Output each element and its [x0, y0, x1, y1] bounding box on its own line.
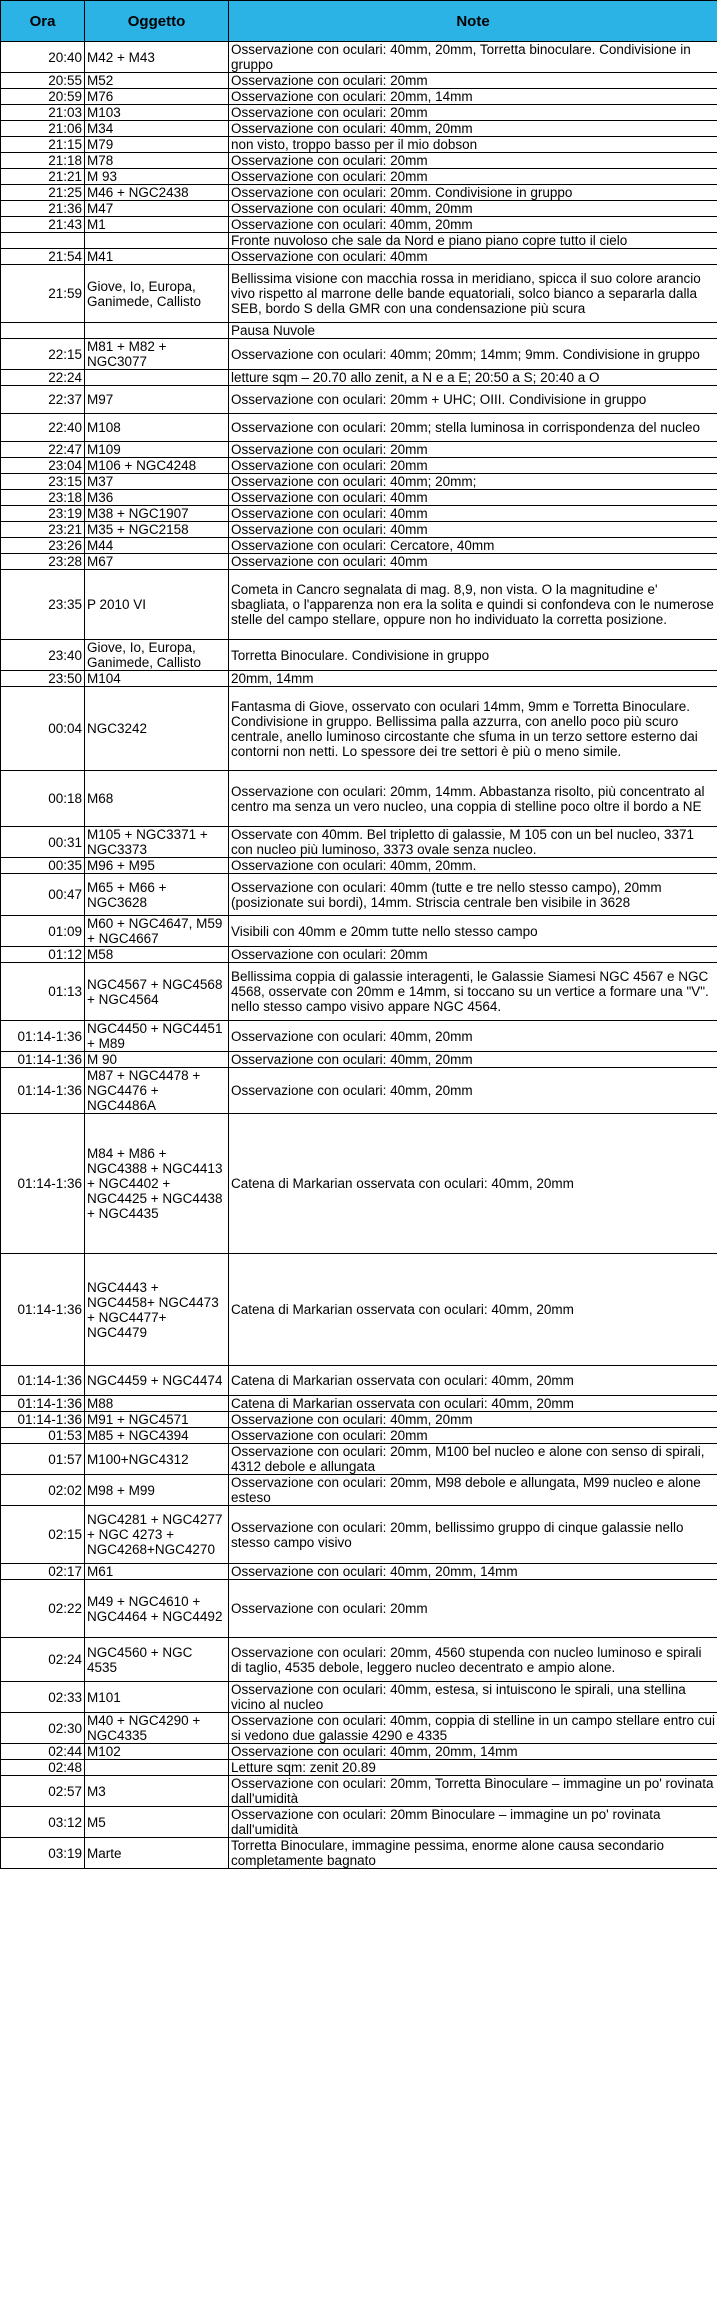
cell-note: Osservazione con oculari: 20mm Binoculare – immagine un po' rovinata dall'umidità — [229, 1807, 717, 1838]
cell-note: Osservazione con oculari: 40mm — [229, 522, 717, 538]
table-row — [1, 233, 717, 249]
table-row — [1, 153, 717, 169]
cell-ora: 21:15 — [1, 137, 85, 153]
table-row — [1, 89, 717, 105]
cell-note: Bellissima visione con macchia rossa in meridiano, spicca il suo colore arancio vivo rispetto al marrone delle bande equatoriali, solco bianco a separarla dalla SEB, bordo S della GMR con una condensazione più scura — [229, 265, 717, 323]
cell-oggetto: NGC4560 + NGC 4535 — [85, 1638, 229, 1682]
cell-oggetto: M88 — [85, 1396, 229, 1412]
cell-oggetto: M5 — [85, 1807, 229, 1838]
header-oggetto: Oggetto — [85, 1, 229, 42]
cell-oggetto: M58 — [85, 947, 229, 963]
cell-oggetto: M52 — [85, 73, 229, 89]
cell-note: Pausa Nuvole — [229, 323, 717, 339]
cell-ora: 01:13 — [1, 963, 85, 1021]
cell-oggetto: NGC4459 + NGC4474 — [85, 1366, 229, 1396]
table-row — [1, 1760, 717, 1776]
table-row — [1, 201, 717, 217]
table-row — [1, 339, 717, 370]
cell-note: Osservazione con oculari: 20mm — [229, 1580, 717, 1638]
cell-ora: 23:18 — [1, 490, 85, 506]
cell-ora: 20:59 — [1, 89, 85, 105]
cell-note: Osservazione con oculari: 40mm; 20mm; 14mm; 9mm. Condivisione in gruppo — [229, 339, 717, 370]
cell-ora: 21:06 — [1, 121, 85, 137]
cell-ora: 02:02 — [1, 1475, 85, 1506]
cell-oggetto: M40 + NGC4290 + NGC4335 — [85, 1713, 229, 1744]
cell-ora — [1, 323, 85, 339]
cell-ora — [1, 233, 85, 249]
table-row — [1, 73, 717, 89]
table-row — [1, 1254, 717, 1366]
cell-oggetto: NGC4567 + NGC4568 + NGC4564 — [85, 963, 229, 1021]
table-row — [1, 874, 717, 916]
cell-note: Catena di Markarian osservata con oculari: 40mm, 20mm — [229, 1254, 717, 1366]
cell-note: Osservazione con oculari: 20mm, 14mm — [229, 89, 717, 105]
table-row — [1, 1638, 717, 1682]
table-row — [1, 506, 717, 522]
cell-ora: 00:18 — [1, 771, 85, 827]
table-row — [1, 490, 717, 506]
header-note: Note — [229, 1, 717, 42]
table-row — [1, 1838, 717, 1869]
cell-ora: 01:14-1:36 — [1, 1114, 85, 1254]
cell-oggetto: M1 — [85, 217, 229, 233]
cell-ora: 00:35 — [1, 858, 85, 874]
table-row — [1, 1444, 717, 1475]
cell-oggetto: M47 — [85, 201, 229, 217]
cell-note: Osservazione con oculari: 20mm, M100 bel nucleo e alone con senso di spirali, 4312 debole e allungata — [229, 1444, 717, 1475]
table-row — [1, 105, 717, 121]
table-row — [1, 1412, 717, 1428]
cell-oggetto: M105 + NGC3371 + NGC3373 — [85, 827, 229, 858]
cell-note: Osservazione con oculari: 40mm, coppia di stelline in un campo stellare entro cui si vedono due galassie 4290 e 4335 — [229, 1713, 717, 1744]
cell-ora: 02:24 — [1, 1638, 85, 1682]
cell-note: Osservazione con oculari: 40mm — [229, 554, 717, 570]
cell-note: Osservazione con oculari: 20mm — [229, 442, 717, 458]
cell-ora: 02:22 — [1, 1580, 85, 1638]
cell-oggetto: M35 + NGC2158 — [85, 522, 229, 538]
cell-ora: 01:14-1:36 — [1, 1052, 85, 1068]
cell-note: Osservazione con oculari: 20mm — [229, 153, 717, 169]
cell-note: non visto, troppo basso per il mio dobson — [229, 137, 717, 153]
cell-note: Osservazione con oculari: 20mm — [229, 947, 717, 963]
cell-ora: 21:36 — [1, 201, 85, 217]
cell-oggetto: M61 — [85, 1564, 229, 1580]
cell-oggetto — [85, 233, 229, 249]
cell-oggetto: M106 + NGC4248 — [85, 458, 229, 474]
cell-oggetto: Giove, Io, Europa, Ganimede, Callisto — [85, 265, 229, 323]
cell-ora: 00:04 — [1, 687, 85, 771]
cell-ora: 23:15 — [1, 474, 85, 490]
cell-note: Osservazione con oculari: 20mm — [229, 458, 717, 474]
cell-oggetto: M103 — [85, 105, 229, 121]
header-row — [1, 1, 717, 42]
table-row — [1, 916, 717, 947]
table-row — [1, 1396, 717, 1412]
cell-ora: 20:40 — [1, 42, 85, 73]
table-row — [1, 1713, 717, 1744]
cell-note: Catena di Markarian osservata con oculari: 40mm, 20mm — [229, 1366, 717, 1396]
cell-ora: 23:35 — [1, 570, 85, 640]
cell-ora: 01:14-1:36 — [1, 1021, 85, 1052]
table-row — [1, 538, 717, 554]
cell-ora: 22:47 — [1, 442, 85, 458]
cell-oggetto: M108 — [85, 414, 229, 442]
cell-oggetto: M42 + M43 — [85, 42, 229, 73]
cell-oggetto: M102 — [85, 1744, 229, 1760]
table-row — [1, 640, 717, 671]
cell-ora: 01:14-1:36 — [1, 1254, 85, 1366]
table-row — [1, 1114, 717, 1254]
cell-note: Osservazione con oculari: 20mm — [229, 169, 717, 185]
table-row — [1, 185, 717, 201]
cell-oggetto — [85, 1760, 229, 1776]
cell-ora: 21:54 — [1, 249, 85, 265]
cell-oggetto: M100+NGC4312 — [85, 1444, 229, 1475]
cell-ora: 22:40 — [1, 414, 85, 442]
cell-oggetto: M79 — [85, 137, 229, 153]
table-row — [1, 1807, 717, 1838]
cell-note: letture sqm – 20.70 allo zenit, a N e a E; 20:50 a S; 20:40 a O — [229, 370, 717, 386]
cell-ora: 22:24 — [1, 370, 85, 386]
cell-note: Osservazione con oculari: 20mm — [229, 1428, 717, 1444]
cell-note: Osservazione con oculari: 40mm, 20mm — [229, 201, 717, 217]
cell-note: Osservazione con oculari: 20mm — [229, 105, 717, 121]
table-row — [1, 827, 717, 858]
cell-note: Torretta Binoculare. Condivisione in gruppo — [229, 640, 717, 671]
cell-ora: 21:21 — [1, 169, 85, 185]
cell-note: Osservazione con oculari: 40mm, 20mm — [229, 1052, 717, 1068]
cell-note: Osservazione con oculari: 40mm (tutte e tre nello stesso campo), 20mm (posizionate sui bordi), 14mm. Striscia centrale ben visibile in 3628 — [229, 874, 717, 916]
cell-oggetto: M85 + NGC4394 — [85, 1428, 229, 1444]
cell-oggetto: M38 + NGC1907 — [85, 506, 229, 522]
cell-note: Fantasma di Giove, osservato con oculari 14mm, 9mm e Torretta Binoculare. Condivisione in gruppo. Bellissima palla azzurra, con anello poco più scuro centrale, anello luminoso circostante che sfuma in un terzo settore esterno dai contorni non netti. Lo spessore dei tre settori è più o meno simile. — [229, 687, 717, 771]
cell-ora: 20:55 — [1, 73, 85, 89]
table-row — [1, 570, 717, 640]
table-row — [1, 217, 717, 233]
cell-ora: 23:50 — [1, 671, 85, 687]
cell-ora: 00:31 — [1, 827, 85, 858]
table-row — [1, 1428, 717, 1444]
cell-note: Osservazione con oculari: 40mm, 20mm — [229, 1021, 717, 1052]
cell-oggetto: NGC4281 + NGC4277 + NGC 4273 + NGC4268+NGC4270 — [85, 1506, 229, 1564]
cell-oggetto: Giove, Io, Europa, Ganimede, Callisto — [85, 640, 229, 671]
cell-note: Visibili con 40mm e 20mm tutte nello stesso campo — [229, 916, 717, 947]
cell-ora: 02:30 — [1, 1713, 85, 1744]
cell-ora: 23:19 — [1, 506, 85, 522]
cell-note: Osservazione con oculari: 20mm — [229, 73, 717, 89]
cell-oggetto: M 93 — [85, 169, 229, 185]
cell-note: Osservazione con oculari: 40mm; 20mm; — [229, 474, 717, 490]
cell-oggetto: M65 + M66 + NGC3628 — [85, 874, 229, 916]
table-row — [1, 771, 717, 827]
cell-note: Osservazione con oculari: 40mm, 20mm. — [229, 858, 717, 874]
cell-oggetto: M101 — [85, 1682, 229, 1713]
table-row — [1, 386, 717, 414]
cell-note: Osservazione con oculari: 40mm — [229, 506, 717, 522]
cell-oggetto: M96 + M95 — [85, 858, 229, 874]
cell-note: Osservazione con oculari: 40mm — [229, 249, 717, 265]
cell-note: Osservazione con oculari: 40mm, 20mm — [229, 1412, 717, 1428]
cell-oggetto: M104 — [85, 671, 229, 687]
table-row — [1, 554, 717, 570]
cell-note: Osservazione con oculari: 20mm. Condivisione in gruppo — [229, 185, 717, 201]
table-row — [1, 687, 717, 771]
table-row — [1, 1682, 717, 1713]
table-row — [1, 1776, 717, 1807]
cell-oggetto: M 90 — [85, 1052, 229, 1068]
cell-oggetto: M46 + NGC2438 — [85, 185, 229, 201]
cell-note: Osservazione con oculari: 20mm, bellissimo gruppo di cinque galassie nello stesso campo visivo — [229, 1506, 717, 1564]
cell-oggetto: M49 + NGC4610 + NGC4464 + NGC4492 — [85, 1580, 229, 1638]
cell-oggetto: M84 + M86 + NGC4388 + NGC4413 + NGC4402 + NGC4425 + NGC4438 + NGC4435 — [85, 1114, 229, 1254]
cell-note: Osservazione con oculari: 40mm, 20mm, Torretta binoculare. Condivisione in gruppo — [229, 42, 717, 73]
cell-oggetto — [85, 323, 229, 339]
cell-note: Torretta Binoculare, immagine pessima, enorme alone causa secondario completamente bagnato — [229, 1838, 717, 1869]
table-row — [1, 265, 717, 323]
cell-ora: 01:14-1:36 — [1, 1396, 85, 1412]
cell-note: Letture sqm: zenit 20.89 — [229, 1760, 717, 1776]
table-row — [1, 370, 717, 386]
table-row — [1, 1506, 717, 1564]
table-row — [1, 169, 717, 185]
cell-ora: 01:53 — [1, 1428, 85, 1444]
table-body — [1, 42, 717, 1869]
table-row — [1, 947, 717, 963]
cell-oggetto: P 2010 VI — [85, 570, 229, 640]
cell-oggetto: M44 — [85, 538, 229, 554]
table-row — [1, 963, 717, 1021]
cell-note: 20mm, 14mm — [229, 671, 717, 687]
table-row — [1, 1475, 717, 1506]
cell-oggetto: M34 — [85, 121, 229, 137]
cell-note: Osservazione con oculari: 40mm, 20mm — [229, 121, 717, 137]
cell-note: Cometa in Cancro segnalata di mag. 8,9, non vista. O la magnitudine e' sbagliata, o l'apparenza non era la solita e quindi si confondeva con le numerose stelle del campo stellare, oppure non ho individuato la corretta posizione. — [229, 570, 717, 640]
table-row — [1, 522, 717, 538]
cell-ora: 01:14-1:36 — [1, 1068, 85, 1114]
cell-ora: 01:14-1:36 — [1, 1412, 85, 1428]
cell-note: Osservazione con oculari: 20mm, 14mm. Abbastanza risolto, più concentrato al centro ma senza un vero nucleo, una coppia di stelline poco oltre il bordo a NE — [229, 771, 717, 827]
cell-ora: 02:57 — [1, 1776, 85, 1807]
cell-ora: 21:18 — [1, 153, 85, 169]
table-row — [1, 1744, 717, 1760]
cell-oggetto: M81 + M82 + NGC3077 — [85, 339, 229, 370]
table-row — [1, 858, 717, 874]
table-row — [1, 137, 717, 153]
cell-ora: 21:03 — [1, 105, 85, 121]
table-row — [1, 1580, 717, 1638]
table-row — [1, 414, 717, 442]
table-row — [1, 1021, 717, 1052]
cell-note: Osservazione con oculari: 20mm, 4560 stupenda con nucleo luminoso e spirali di taglio, 4535 debole, leggero nucleo decentrato e ampio alone. — [229, 1638, 717, 1682]
cell-oggetto: M37 — [85, 474, 229, 490]
cell-ora: 02:15 — [1, 1506, 85, 1564]
cell-ora: 23:28 — [1, 554, 85, 570]
table-row — [1, 1052, 717, 1068]
cell-ora: 21:59 — [1, 265, 85, 323]
table-row — [1, 474, 717, 490]
table-row — [1, 249, 717, 265]
cell-ora: 03:19 — [1, 1838, 85, 1869]
cell-oggetto: M41 — [85, 249, 229, 265]
cell-note: Fronte nuvoloso che sale da Nord e piano piano copre tutto il cielo — [229, 233, 717, 249]
cell-ora: 02:17 — [1, 1564, 85, 1580]
cell-note: Osservazione con oculari: 20mm; stella luminosa in corrispondenza del nucleo — [229, 414, 717, 442]
cell-note: Catena di Markarian osservata con oculari: 40mm, 20mm — [229, 1396, 717, 1412]
cell-oggetto: M98 + M99 — [85, 1475, 229, 1506]
cell-oggetto: NGC4450 + NGC4451 + M89 — [85, 1021, 229, 1052]
cell-note: Bellissima coppia di galassie interagenti, le Galassie Siamesi NGC 4567 e NGC 4568, osservate con 20mm e 14mm, si toccano su un vertice a formare una "V". nello stesso campo visivo appare NGC 4564. — [229, 963, 717, 1021]
cell-ora: 02:44 — [1, 1744, 85, 1760]
cell-note: Osservazione con oculari: 40mm, estesa, si intuiscono le spirali, una stellina vicino al nucleo — [229, 1682, 717, 1713]
cell-oggetto: M76 — [85, 89, 229, 105]
cell-ora: 01:57 — [1, 1444, 85, 1475]
cell-note: Osservazione con oculari: 20mm, Torretta Binoculare – immagine un po' rovinata dall'umidità — [229, 1776, 717, 1807]
cell-oggetto: M91 + NGC4571 — [85, 1412, 229, 1428]
cell-oggetto: M78 — [85, 153, 229, 169]
cell-ora: 01:14-1:36 — [1, 1366, 85, 1396]
table-row — [1, 442, 717, 458]
cell-oggetto: M3 — [85, 1776, 229, 1807]
cell-note: Osservazione con oculari: 20mm + UHC; OIII. Condivisione in gruppo — [229, 386, 717, 414]
cell-note: Osservazione con oculari: 40mm, 20mm, 14mm — [229, 1564, 717, 1580]
cell-note: Catena di Markarian osservata con oculari: 40mm, 20mm — [229, 1114, 717, 1254]
cell-oggetto: M97 — [85, 386, 229, 414]
cell-ora: 23:40 — [1, 640, 85, 671]
cell-ora: 02:33 — [1, 1682, 85, 1713]
cell-note: Osservazione con oculari: 40mm, 20mm — [229, 217, 717, 233]
cell-ora: 23:26 — [1, 538, 85, 554]
cell-note: Osservazione con oculari: 40mm, 20mm, 14mm — [229, 1744, 717, 1760]
table-row — [1, 42, 717, 73]
cell-oggetto — [85, 370, 229, 386]
cell-ora: 21:25 — [1, 185, 85, 201]
cell-oggetto: M87 + NGC4478 + NGC4476 + NGC4486A — [85, 1068, 229, 1114]
cell-note: Osservazione con oculari: Cercatore, 40mm — [229, 538, 717, 554]
table-row — [1, 671, 717, 687]
table-row — [1, 458, 717, 474]
cell-oggetto: NGC3242 — [85, 687, 229, 771]
header-ora: Ora — [1, 1, 85, 42]
cell-ora: 23:21 — [1, 522, 85, 538]
cell-ora: 00:47 — [1, 874, 85, 916]
cell-ora: 23:04 — [1, 458, 85, 474]
cell-ora: 22:37 — [1, 386, 85, 414]
cell-ora: 22:15 — [1, 339, 85, 370]
cell-ora: 01:12 — [1, 947, 85, 963]
cell-note: Osservazione con oculari: 40mm, 20mm — [229, 1068, 717, 1114]
table-row — [1, 323, 717, 339]
table-row — [1, 1564, 717, 1580]
cell-oggetto: NGC4443 + NGC4458+ NGC4473 + NGC4477+ NGC4479 — [85, 1254, 229, 1366]
cell-ora: 02:48 — [1, 1760, 85, 1776]
table-row — [1, 1068, 717, 1114]
cell-oggetto: M67 — [85, 554, 229, 570]
cell-oggetto: M109 — [85, 442, 229, 458]
cell-ora: 21:43 — [1, 217, 85, 233]
cell-oggetto: M68 — [85, 771, 229, 827]
table-row — [1, 1366, 717, 1396]
cell-note: Osservazione con oculari: 40mm — [229, 490, 717, 506]
cell-note: Osservazione con oculari: 20mm, M98 debole e allungata, M99 nucleo e alone esteso — [229, 1475, 717, 1506]
table-row — [1, 121, 717, 137]
cell-oggetto: M60 + NGC4647, M59 + NGC4667 — [85, 916, 229, 947]
cell-oggetto: Marte — [85, 1838, 229, 1869]
cell-ora: 01:09 — [1, 916, 85, 947]
cell-oggetto: M36 — [85, 490, 229, 506]
cell-note: Osservate con 40mm. Bel tripletto di galassie, M 105 con un bel nucleo, 3371 con nucleo più luminoso, 3373 ovale senza nucleo. — [229, 827, 717, 858]
cell-ora: 03:12 — [1, 1807, 85, 1838]
